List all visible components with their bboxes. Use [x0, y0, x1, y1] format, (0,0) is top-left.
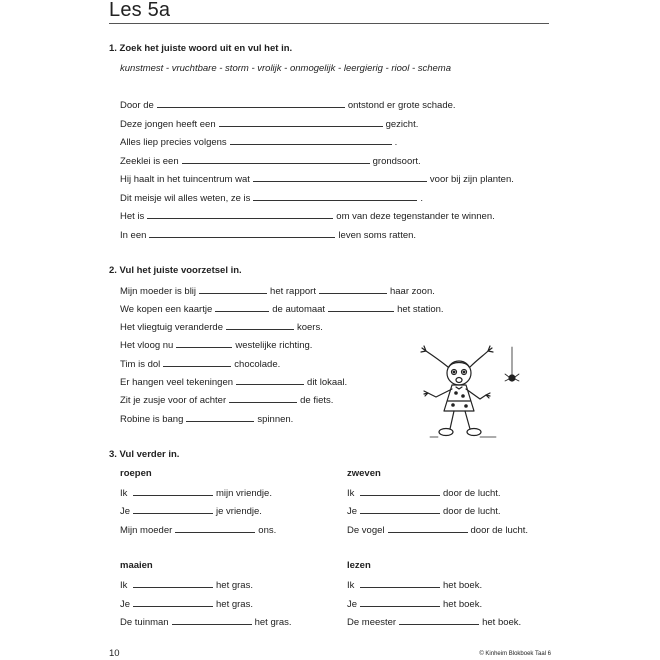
ex2-text-b: westelijke richting. — [235, 340, 313, 351]
ex1-text-after: . — [420, 193, 424, 204]
ex1-text-after: om van deze tegenstander te winnen. — [336, 211, 495, 222]
ex3-subject: Ik — [120, 580, 128, 591]
ex3-line — [347, 614, 521, 628]
ex3-line — [120, 577, 253, 591]
ex1-line — [120, 134, 397, 148]
answer-blank[interactable] — [360, 596, 440, 607]
answer-blank[interactable] — [328, 301, 394, 312]
answer-blank[interactable] — [133, 485, 213, 496]
ex3-subject: Ik — [120, 488, 128, 499]
ex3-rest: je vriendje. — [216, 506, 262, 517]
ex3-subject: Je — [120, 506, 131, 517]
answer-blank[interactable] — [215, 301, 269, 312]
ex1-text-after: grondsoort. — [372, 156, 421, 167]
ex2-text-a: Zit je zusje voor of achter — [120, 395, 227, 406]
answer-blank[interactable] — [219, 116, 383, 127]
verb-heading-lezen: lezen — [347, 560, 371, 571]
ex3-subject: Je — [347, 599, 358, 610]
answer-blank[interactable] — [176, 337, 232, 348]
ex1-text-before: Het is — [120, 211, 145, 222]
ex2-text-b: koers. — [296, 322, 323, 333]
ex1-text-before: Door de — [120, 100, 154, 111]
ex3-rest: het boek. — [443, 580, 483, 591]
ex1-line — [120, 171, 514, 185]
ex2-line — [120, 337, 312, 351]
ex3-rest: het boek. — [482, 617, 522, 628]
answer-blank[interactable] — [388, 522, 468, 533]
ex2-line — [120, 356, 280, 370]
ex1-text-before: Alles liep precies volgens — [120, 137, 227, 148]
ex3-subject: De tuinman — [120, 617, 169, 628]
answer-blank[interactable] — [133, 503, 213, 514]
ex2-text-a: Het vloog nu — [120, 340, 174, 351]
ex1-text-before: In een — [120, 230, 147, 241]
ex3-rest: het gras. — [216, 580, 253, 591]
ex3-line — [347, 596, 482, 610]
answer-blank[interactable] — [182, 153, 370, 164]
ex1-line — [120, 190, 423, 204]
ex1-text-after: voor bij zijn planten. — [429, 174, 514, 185]
ex2-line — [120, 283, 435, 297]
answer-blank[interactable] — [253, 171, 427, 182]
ex3-rest: het boek. — [443, 599, 483, 610]
ex1-text-before: Dit meisje wil alles weten, ze is — [120, 193, 251, 204]
ex2-text-a: We kopen een kaartje — [120, 304, 213, 315]
ex1-line — [120, 116, 418, 130]
ex3-rest: door de lucht. — [443, 488, 501, 499]
exercise-1-heading: 1. Zoek het juiste woord uit en vul het in. — [109, 43, 293, 54]
title-rule — [109, 23, 549, 24]
ex2-text-b: spinnen. — [257, 414, 294, 425]
ex2-line — [120, 301, 444, 315]
ex2-line — [120, 374, 347, 388]
answer-blank[interactable] — [133, 577, 213, 588]
ex3-line — [347, 522, 528, 536]
ex2-text-b: de automaat — [272, 304, 326, 315]
ex3-line — [347, 577, 482, 591]
answer-blank[interactable] — [360, 577, 440, 588]
word-bank: kunstmest - vruchtbare - storm - vrolijk - onmogelijk - leergierig - riool - schema — [120, 63, 452, 74]
answer-blank[interactable] — [147, 208, 333, 219]
ex2-text-a: Er hangen veel tekeningen — [120, 377, 234, 388]
answer-blank[interactable] — [229, 392, 297, 403]
ex1-text-before: Hij haalt in het tuincentrum wat — [120, 174, 250, 185]
ex1-line — [120, 208, 495, 222]
ex3-subject: Je — [120, 599, 131, 610]
ex1-text-before: Deze jongen heeft een — [120, 119, 216, 130]
ex2-text-b: het rapport — [270, 286, 316, 297]
ex1-text-after: ontstond er grote schade. — [347, 100, 456, 111]
ex1-text-after: . — [394, 137, 398, 148]
answer-blank[interactable] — [175, 522, 255, 533]
ex3-subject: Mijn moeder — [120, 525, 173, 536]
page-title: Les 5a — [109, 0, 171, 21]
answer-blank[interactable] — [149, 227, 335, 238]
answer-blank[interactable] — [199, 283, 267, 294]
ex3-rest: het gras. — [216, 599, 253, 610]
verb-heading-roepen: roepen — [120, 468, 152, 479]
ex2-text-a: Robine is bang — [120, 414, 184, 425]
ex3-subject: Je — [347, 506, 358, 517]
answer-blank[interactable] — [236, 374, 304, 385]
ex3-line — [120, 596, 253, 610]
answer-blank[interactable] — [399, 614, 479, 625]
ex2-line — [120, 392, 333, 406]
exercise-3-heading: 3. Vul verder in. — [109, 449, 180, 460]
ex2-text-a: Het vliegtuig veranderde — [120, 322, 223, 333]
ex2-line — [120, 411, 293, 425]
ex2-text-b: de fiets. — [300, 395, 334, 406]
ex3-line — [120, 614, 292, 628]
ex3-subject: Ik — [347, 488, 355, 499]
ex2-text-c: het station. — [397, 304, 444, 315]
ex3-rest: mijn vriendje. — [216, 488, 272, 499]
ex3-subject: Ik — [347, 580, 355, 591]
verb-heading-zweven: zweven — [347, 468, 381, 479]
ex3-rest: het gras. — [254, 617, 292, 628]
copyright-notice: © Kinheim Blokboek Taal 6 — [479, 651, 551, 657]
answer-blank[interactable] — [133, 596, 213, 607]
ex2-text-a: Mijn moeder is blij — [120, 286, 197, 297]
answer-blank[interactable] — [253, 190, 417, 201]
ex1-line — [120, 227, 416, 241]
ex2-text-c: haar zoon. — [389, 286, 435, 297]
page-number: 10 — [109, 648, 120, 659]
ex2-line — [120, 319, 323, 333]
ex3-line — [120, 485, 272, 499]
exercise-2-heading: 2. Vul het juiste voorzetsel in. — [109, 265, 242, 276]
ex1-text-after: gezicht. — [385, 119, 419, 130]
ex3-line — [347, 503, 501, 517]
ex3-rest: door de lucht. — [470, 525, 529, 536]
ex3-subject: De vogel — [347, 525, 385, 536]
verb-heading-maaien: maaien — [120, 560, 153, 571]
ex2-text-b: dit lokaal. — [307, 377, 348, 388]
answer-blank[interactable] — [226, 319, 294, 330]
ex1-text-before: Zeeklei is een — [120, 156, 179, 167]
ex3-subject: De meester — [347, 617, 397, 628]
answer-blank[interactable] — [319, 283, 387, 294]
ex2-text-a: Tim is dol — [120, 359, 161, 370]
ex3-line — [347, 485, 501, 499]
ex3-rest: door de lucht. — [443, 506, 501, 517]
answer-blank[interactable] — [360, 503, 440, 514]
answer-blank[interactable] — [163, 356, 231, 367]
answer-blank[interactable] — [172, 614, 252, 625]
ex1-text-after: leven soms ratten. — [338, 230, 417, 241]
ex1-line — [120, 97, 456, 111]
answer-blank[interactable] — [230, 134, 392, 145]
ex3-line — [120, 522, 276, 536]
ex3-rest: ons. — [258, 525, 277, 536]
answer-blank[interactable] — [360, 485, 440, 496]
answer-blank[interactable] — [157, 97, 345, 108]
ex1-line — [120, 153, 421, 167]
ex2-text-b: chocolade. — [234, 359, 281, 370]
girl-with-spider-illustration — [408, 345, 528, 445]
answer-blank[interactable] — [186, 411, 254, 422]
ex3-line — [120, 503, 262, 517]
